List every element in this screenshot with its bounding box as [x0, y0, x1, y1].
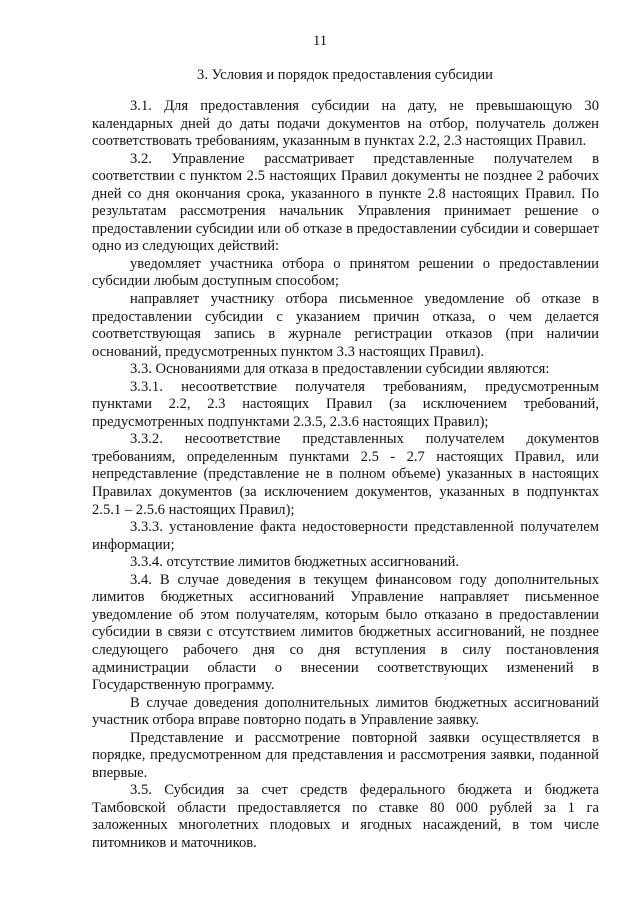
- document-body: [92, 98, 599, 853]
- paragraph-3-3-1: 3.3.1. несоответствие получателя требованиям, предусмотренным пунктами 2.2, 2.3 настоящих Правил (за исключением требований, предусмотренных подпунктами 2.3.5, 2.3.6 настоящих Правил);: [92, 378, 599, 430]
- page-number: 11: [312, 33, 328, 49]
- paragraph-3-5: 3.5. Субсидия за счет средств федерального бюджета и бюджета Тамбовской области предоставляется по ставке 80 000 рублей за 1 га заложенных многолетних плодовых и ягодных насаждений, в том числе питомников и маточников.: [92, 782, 599, 851]
- paragraph-3-2: 3.2. Управление рассматривает представленные получателем в соответствии с пунктом 2.5 настоящих Правил документы не позднее 2 рабочих дней со дня окончания срока, указанного в пункте 2.8 настоящих Правил. По результатам рассмотрения начальник Управления принимает решение о предоставлении субсидии или об отказе в предоставлении субсидии и совершает одно из следующих действий:: [92, 150, 599, 255]
- paragraph-resubmit-procedure: Представление и рассмотрение повторной заявки осуществляется в порядке, предусмотренном для представления и рассмотрения заявки, поданной впервые.: [92, 729, 599, 781]
- paragraph-resubmit: В случае доведения дополнительных лимитов бюджетных ассигнований участник отбора вправе повторно подать в Управление заявку.: [92, 694, 599, 729]
- section-title: 3. Условия и порядок предоставления субсидии: [197, 67, 493, 83]
- paragraph-3-3-2: 3.3.2. несоответствие представленных получателем документов требованиям, определенным пунктами 2.5 - 2.7 настоящих Правил, или непредставление (представление не в полном объеме) указанных в настоящих Правилах документов (за исключением документов, указанных в подпунктах 2.5.1 – 2.5.6 настоящих Правил);: [92, 431, 599, 518]
- paragraph-3-3-3: 3.3.3. установление факта недостоверности представленной получателем информации;: [92, 519, 599, 553]
- paragraph-notify-grant: уведомляет участника отбора о принятом решении о предоставлении субсидии любым доступным способом;: [92, 255, 599, 290]
- paragraph-3-3: 3.3. Основаниями для отказа в предоставлении субсидии являются:: [130, 361, 550, 378]
- paragraph-3-3-4: 3.3.4. отсутствие лимитов бюджетных ассигнований.: [130, 554, 460, 571]
- paragraph-3-1: 3.1. Для предоставления субсидии на дату, не превышающую 30 календарных дней до даты подачи документов на отбор, получатель должен соответствовать требованиям, указанным в пунктах 2.2, 2.3 настоящих Правил.: [92, 98, 599, 150]
- paragraph-notify-refusal: направляет участнику отбора письменное уведомление об отказе в предоставлении субсидии с указанием причин отказа, о чем делается соответствующая запись в журнале регистрации отказов (при наличии оснований, предусмотренных пунктом 3.3 настоящих Правил).: [92, 291, 599, 360]
- paragraph-3-4: 3.4. В случае доведения в текущем финансовом году дополнительных лимитов бюджетных ассигнований Управление направляет письменное уведомление об этом получателям, которым было отказано в предоставлении субсидии в связи с отсутствием лимитов бюджетных ассигнований, не позднее следующего рабочего дня со дня вступления в силу постановления администрации области о внесении соответствующих изменений в Государственную программу.: [92, 571, 599, 694]
